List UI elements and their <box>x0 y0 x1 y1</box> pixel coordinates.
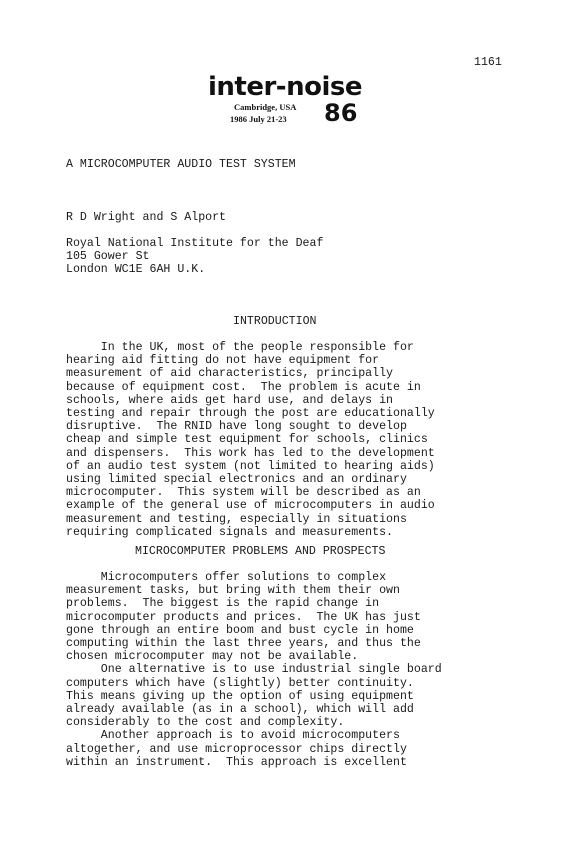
page-number: 1161 <box>474 56 502 69</box>
section-heading-microcomputer-problems: MICROCOMPUTER PROBLEMS AND PROSPECTS <box>135 545 386 558</box>
author-affiliation: Royal National Institute for the Deaf 105 Gower St London WC1E 6AH U.K. <box>66 237 324 277</box>
logo-place: Cambridge, USA <box>234 102 297 112</box>
logo-year: 86 <box>324 99 358 127</box>
section-heading-introduction: INTRODUCTION <box>233 315 317 328</box>
section-body-microcomputer-problems: Microcomputers offer solutions to complex measurement tasks, but bring with them their own problems. The biggest is the rapid change in microcomputer products and prices. The UK has just gone through an entire boom and bust cycle in home computing within the last three years, and thus the chosen microcomputer may not be available. One alternative is to use industrial single board computers which have (slightly) better continuity. This means giving up the option of using equipment already available (as in a school), which will add considerably to the cost and complexity. Another approach is to avoid microcomputers altogether, and use microprocessor chips directly within an instrument. This approach is excellent <box>66 571 442 769</box>
section-body-introduction: In the UK, most of the people responsible for hearing aid fitting do not have equipment for measurement of aid characteristics, principally because of equipment cost. The problem is acute in schools, where aids get hard use, and delays in testing and repair through the post are educationally disruptive. The RNID have long sought to develop cheap and simple test equipment for schools, clinics and dispensers. This work has led to the development of an audio test system (not limited to hearing aids) using limited special electronics and an ordinary microcomputer. This system will be described as an example of the general use of microcomputers in audio measurement and testing, especially in situations requiring complicated signals and measurements. <box>66 341 435 539</box>
logo-dates: 1986 July 21-23 <box>230 114 287 124</box>
paper-title: A MICROCOMPUTER AUDIO TEST SYSTEM <box>66 158 296 171</box>
logo-wordmark: inter-noise <box>208 72 362 102</box>
conference-logo <box>208 72 362 130</box>
paper-authors: R D Wright and S Alport <box>66 211 227 224</box>
